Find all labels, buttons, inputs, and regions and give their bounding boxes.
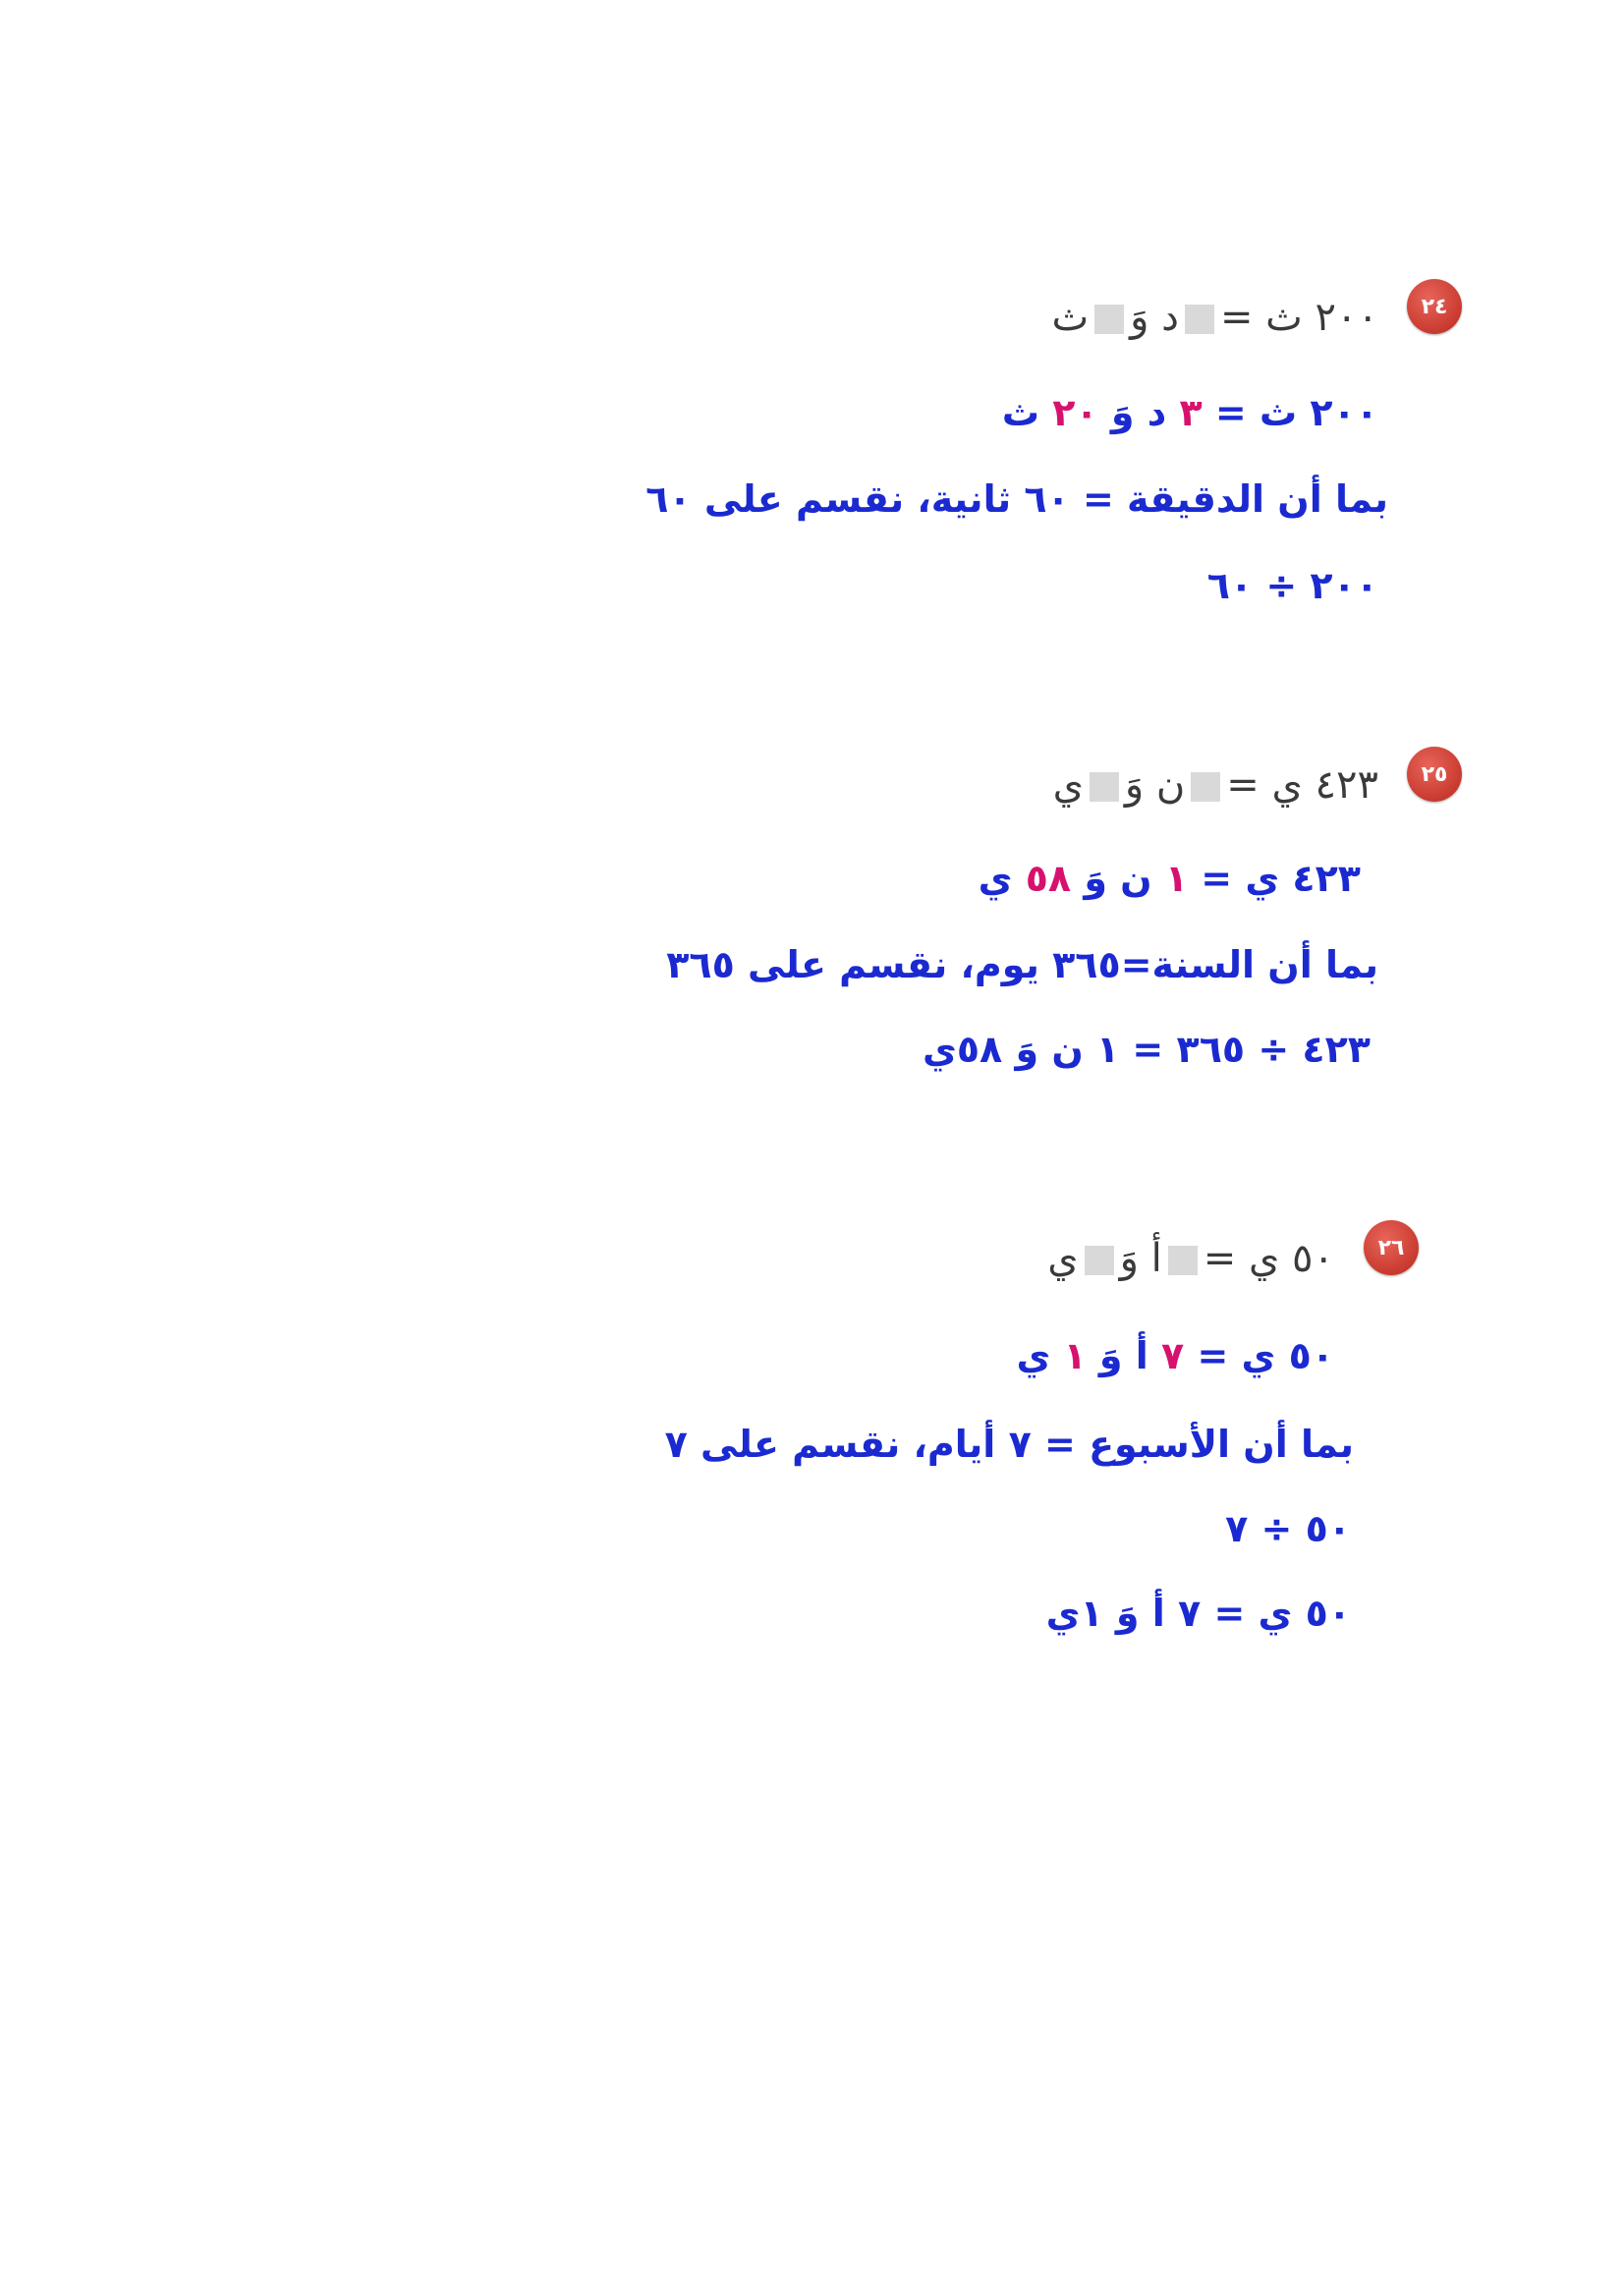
solution-step: بما أن الدقيقة = ٦٠ ثانية، نقسم على ٦٠: [645, 477, 1388, 521]
answer-value: ٣: [1179, 391, 1203, 434]
blank-box: [1191, 772, 1220, 802]
solution-step: بما أن السنة=٣٦٥ يوم، نقسم على ٣٦٥: [666, 943, 1378, 986]
answer-line: ٤٢٣ ي = ١ ن وَ ٥٨ ي: [978, 857, 1361, 900]
problem-question: ٤٢٣ ي =ن وَي: [1052, 762, 1378, 808]
solution-step: ٢٠٠ ÷ ٦٠: [1206, 564, 1378, 607]
solution-step: ٤٢٣ ÷ ٣٦٥ = ١ ن وَ ٥٨ي: [923, 1028, 1371, 1071]
solution-step: ٥٠ ي = ٧ أ وَ ١ي: [1045, 1592, 1351, 1635]
answer-value: ٢٠: [1052, 391, 1098, 434]
blank-box: [1185, 305, 1214, 334]
problem-number-badge: ٢٥: [1407, 747, 1462, 802]
blank-box: [1168, 1246, 1198, 1275]
answer-value: ١: [1063, 1334, 1087, 1377]
answer-line: ٥٠ ي = ٧ أ وَ ١ ي: [1016, 1334, 1334, 1377]
blank-box: [1085, 1246, 1114, 1275]
solution-step: بما أن الأسبوع = ٧ أيام، نقسم على ٧: [664, 1423, 1354, 1466]
problem-number-badge: ٢٦: [1364, 1220, 1419, 1275]
answer-line: ٢٠٠ ث = ٣ د وَ ٢٠ ث: [1001, 391, 1378, 434]
answer-value: ١: [1164, 857, 1189, 900]
blank-box: [1094, 305, 1124, 334]
answer-value: ٧: [1161, 1334, 1185, 1377]
problem-question: ٢٠٠ ث =د وَث: [1051, 295, 1378, 340]
answer-value: ٥٨: [1025, 857, 1072, 900]
problem-number-badge: ٢٤: [1407, 279, 1462, 334]
problem-question: ٥٠ ي =أ وَي: [1047, 1236, 1334, 1281]
solution-step: ٥٠ ÷ ٧: [1225, 1507, 1351, 1550]
blank-box: [1090, 772, 1119, 802]
